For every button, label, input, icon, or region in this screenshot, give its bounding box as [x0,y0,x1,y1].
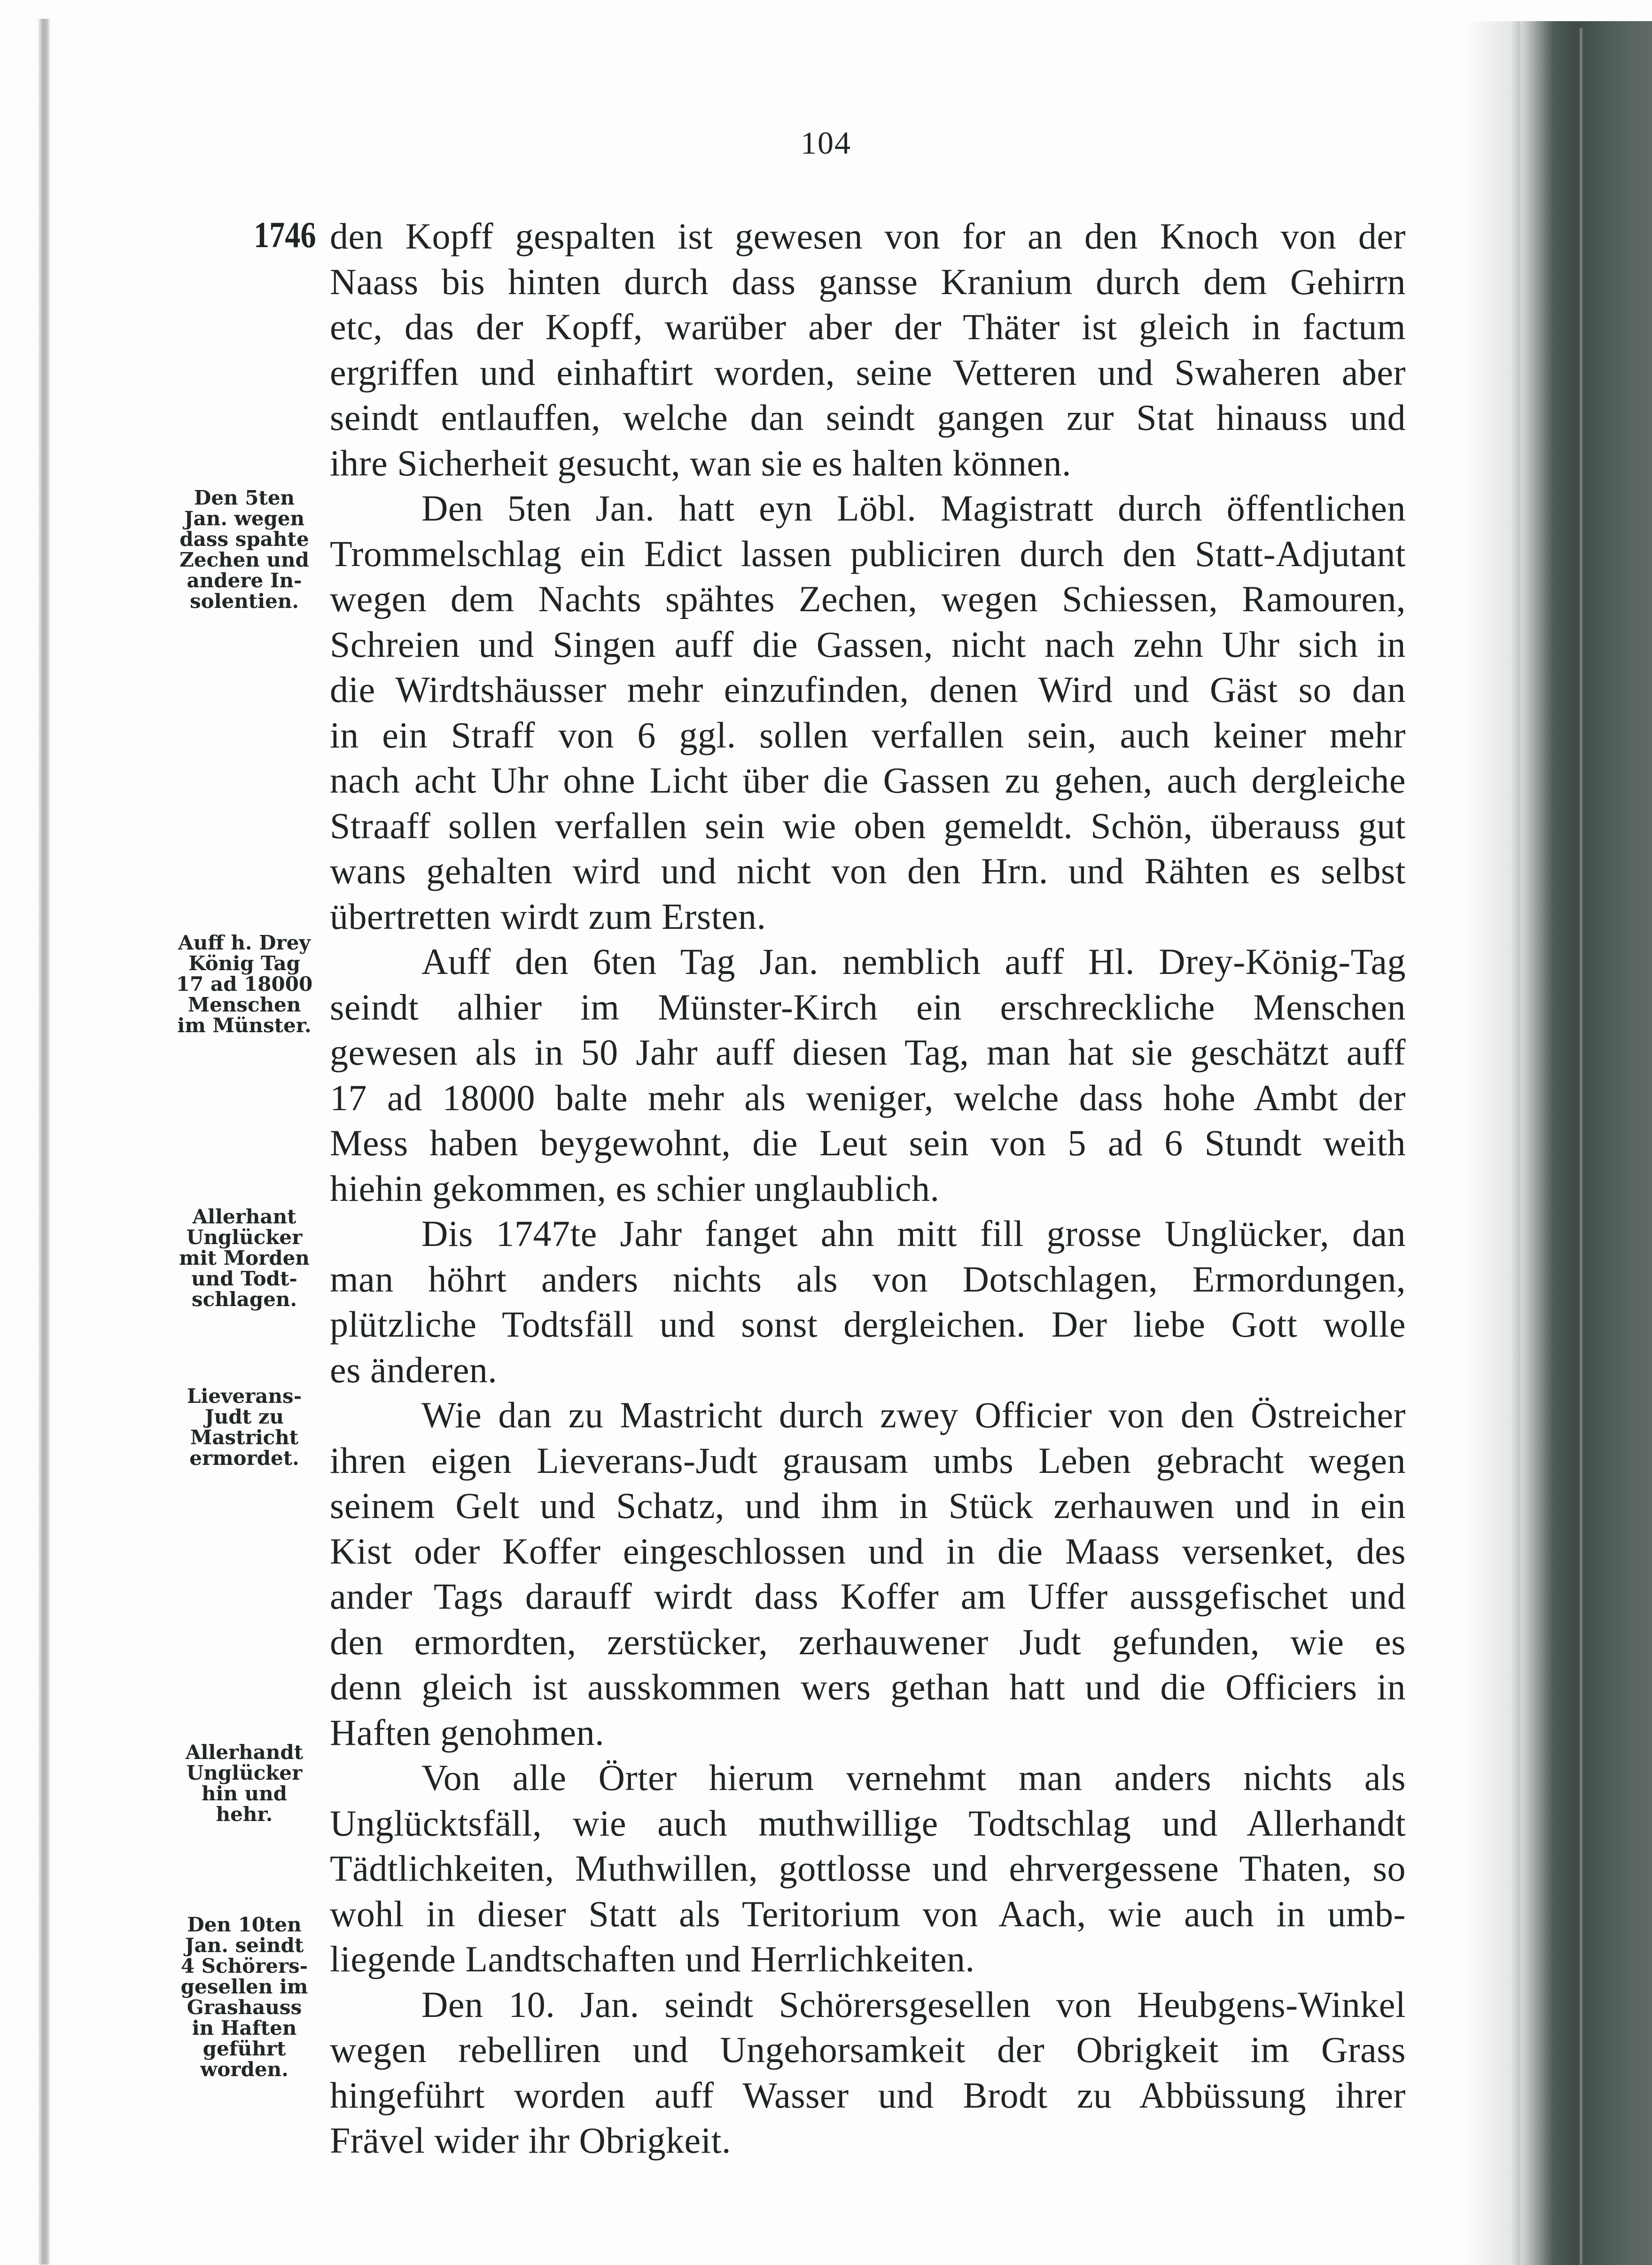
margin-note-line: Jan. wegen [184,507,305,530]
text-line: hingeführt worden auff Wasser und Brodt zu Abbüssung ihrer [330,2074,1406,2116]
margin-note-line: hehr. [216,1803,273,1826]
margin-note [167,933,322,1036]
text-line: seindt alhier im Münster-Kirch ein erschreckliche Menschen [330,986,1406,1027]
margin-note-line: Lieverans- [187,1385,302,1408]
margin-note-line: im Münster. [177,1014,312,1037]
text-line: wegen dem Nachts spähtes Zechen, wegen Schiessen, Ramouren, [330,578,1406,619]
text-line: Den 10. Jan. seindt Schörersgesellen von Heubgens-Winkel [421,1984,1406,2025]
margin-note-line: schlagen. [191,1288,297,1311]
margin-note-line: Jan. seindt [185,1934,304,1957]
text-line: die Wirdtshäusser mehr einzufinden, denen Wird und Gäst so dan [330,669,1406,710]
paragraph [330,1982,1406,2164]
margin-note-line: Zechen und [179,548,309,571]
margin-note-line: Den 5ten [194,486,295,509]
text-line: Dis 1747te Jahr fanget ahn mitt fill grosse Unglücker, dan [421,1213,1406,1254]
margin-note-line: dass spahte [179,528,309,551]
margin-note-line: Unglücker [186,1761,303,1784]
margin-note [167,1915,322,2080]
text-line: ihren eigen Lieverans-Judt grausam umbs Leben gebracht wegen [330,1440,1406,1481]
text-line: ergriffen und einhaftirt worden, seine Vetteren und Swaheren aber [330,351,1406,393]
text-line: Schreien und Singen auff die Gassen, nicht nach zehn Uhr sich in [330,623,1406,665]
text-line: plützliche Todtsfäll und sonst dergleichen. Der liebe Gott wolle [330,1304,1406,1345]
text-line: es änderen. [330,1349,498,1390]
text-line: wohl in dieser Statt als Teritorium von Aach, wie auch in umb- [330,1893,1406,1934]
text-line: Unglücktsfäll, wie auch muthwillige Todtschlag und Allerhandt [330,1802,1406,1844]
text-line: liegende Landtschaften und Herrlichkeiten. [330,1938,975,1979]
paragraph [330,939,1406,1211]
text-line: Straaff sollen verfallen sein wie oben gemeldt. Schön, überauss gut [330,805,1406,846]
margin-note-line: Judt zu [204,1405,284,1428]
text-line: denn gleich ist ausskommen wers gethan hatt und die Officiers in [330,1666,1406,1707]
margin-note-line: Mastricht [190,1426,299,1449]
text-line: übertretten wirdt zum Ersten. [330,895,766,937]
margin-note-line: Auff h. Drey [178,931,311,954]
text-line: wegen rebelliren und Ungehorsamkeit der Obrigkeit im Grass [330,2029,1406,2070]
margin-note-line: gesellen im [180,1975,308,1998]
margin-note-line: in Haften [192,2016,297,2039]
text-line: Frävel wider ihr Obrigkeit. [330,2120,731,2161]
text-line: seinem Gelt und Schatz, und ihm in Stück zerhauwen und in ein [330,1485,1406,1526]
text-line: Den 5ten Jan. hatt eyn Löbl. Magistratt durch öffentlichen [421,488,1406,529]
text-line: man höhrt anders nichts als von Dotschlagen, Ermordungen, [330,1258,1406,1300]
margin-note-line: hin und [201,1782,288,1805]
margin-note-line: solentien. [189,590,299,613]
text-line: ander Tags darauff wirdt dass Koffer am Uffer aussgefischet und [330,1576,1406,1617]
margin-note [167,1742,322,1825]
body-text [330,214,1406,2164]
binding-crease [1580,28,1582,2265]
text-line: den Kopff gespalten ist gewesen von for an den Knoch von der [330,216,1406,257]
margin-note [167,488,322,612]
paragraph [330,1393,1406,1755]
margin-note-line: 17 ad 18000 [176,973,313,996]
text-line: Haften genohmen. [330,1712,605,1753]
margin-note [167,1386,322,1469]
margin-note-line: mit Morden [179,1246,310,1269]
margin-note-line: und Todt- [191,1267,297,1290]
margin-note-line: geführt [203,2037,286,2060]
margin-note-line: worden. [200,2058,288,2081]
text-line: den ermordten, zerstücker, zerhauwener Judt gefunden, wie es [330,1621,1406,1662]
margin-note-line: 4 Schörers- [180,1954,308,1977]
text-line: Auff den 6ten Tag Jan. nemblich auff Hl. Drey-König-Tag [421,941,1406,982]
paragraph [330,486,1406,939]
paragraph [330,214,1406,486]
paragraph [330,1211,1406,1393]
margin-note-line: andere In- [187,569,302,592]
text-line: Wie dan zu Mastricht durch zwey Officier von den Östreicher [421,1394,1406,1435]
margin-note-line: König Tag [188,952,300,975]
text-line: gewesen als in 50 Jahr auff diesen Tag, man hat sie geschätzt auff [330,1032,1406,1073]
margin-note-line: Menschen [187,993,301,1016]
year-marker: 1746 [254,214,316,255]
paragraph [330,1755,1406,1982]
text-line: seindt entlauffen, welche dan seindt gangen zur Stat hinauss und [330,397,1406,438]
text-line: in ein Straff von 6 ggl. sollen verfallen sein, auch keiner mehr [330,714,1406,755]
margin-note-line: Allerhandt [185,1741,304,1764]
margin-note-line: Allerhant [192,1205,296,1228]
margin-note-line: Unglücker [186,1226,303,1249]
text-line: nach acht Uhr ohne Licht über die Gassen zu gehen, auch dergleiche [330,760,1406,801]
margin-note [167,1206,322,1310]
text-line: 17 ad 18000 balte mehr als weniger, welche dass hohe Ambt der [330,1077,1406,1118]
text-line: wans gehalten wird und nicht von den Hrn. und Rähten es selbst [330,850,1406,891]
page-number: 104 [801,125,851,161]
scan-left-edge-artifact [38,19,51,2265]
margin-note-line: Den 10ten [187,1913,302,1936]
text-line: Von alle Örter hierum vernehmt man anders nichts als [421,1757,1406,1798]
text-line: Kist oder Koffer eingeschlossen und in die Maass versenket, des [330,1530,1406,1572]
text-line: ihre Sicherheit gesucht, wan sie es halten können. [330,442,1072,483]
margin-note-line: Grashauss [187,1996,302,2019]
text-line: Mess haben beygewohnt, die Leut sein von 5 ad 6 Stundt weith [330,1122,1406,1163]
text-line: hiehin gekommen, es schier unglaublich. [330,1168,940,1209]
text-line: Naass bis hinten durch dass gansse Kranium durch dem Gehirrn [330,261,1406,302]
text-line: Trommelschlag ein Edict lassen publiciren durch den Statt-Adjutant [330,533,1406,574]
margin-note-line: ermordet. [189,1447,299,1470]
text-line: Tädtlichkeiten, Muthwillen, gottlosse und ehrvergessene Thaten, so [330,1848,1406,1889]
text-line: etc, das der Kopff, warüber aber der Thäter ist gleich in factum [330,306,1406,347]
